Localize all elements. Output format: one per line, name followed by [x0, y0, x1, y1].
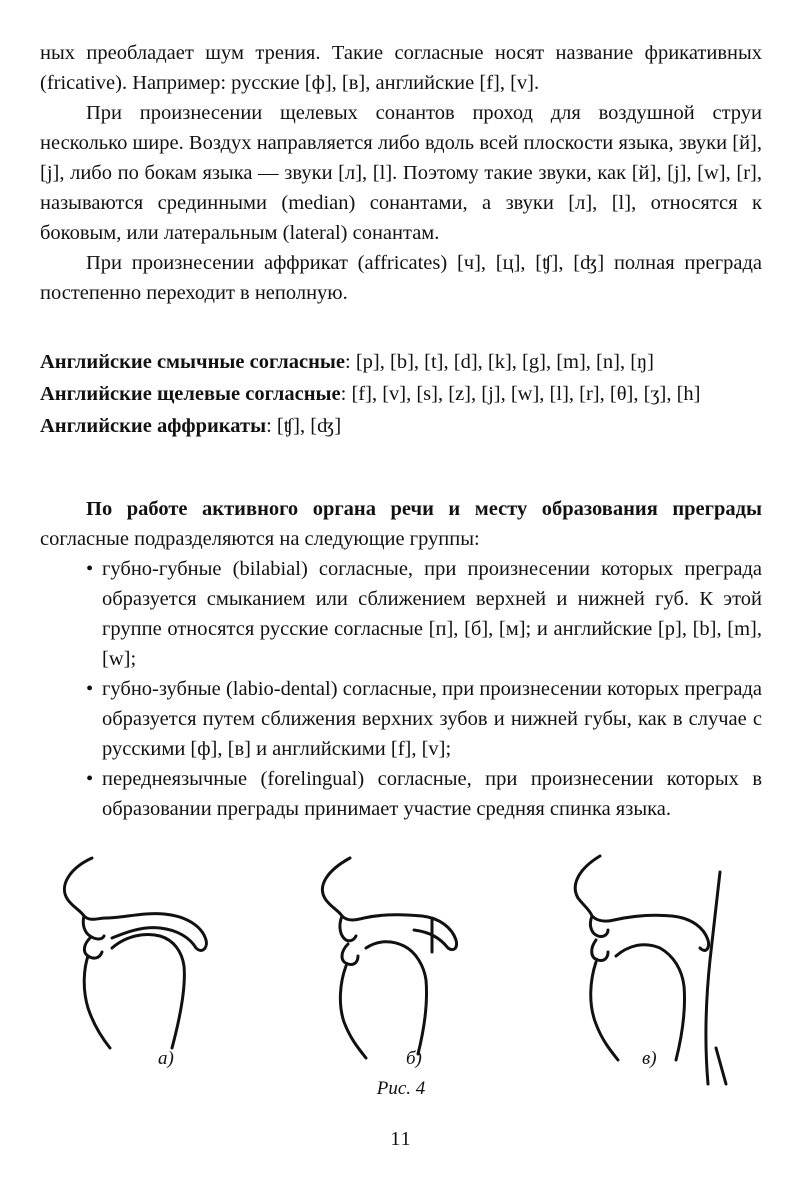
list-item: [40, 554, 762, 674]
stops-label: Английские смычные согласные: [40, 351, 346, 373]
affricates-label: Английские аффрикаты: [40, 415, 267, 437]
list-item: [40, 674, 762, 764]
intro-text: [40, 38, 762, 308]
place-list: [40, 554, 762, 824]
paragraph-sonants: При произнесении щелевых сонантов проход для воздушной струи несколько шире. Воздух направляется либо вдоль всей плоскости языка, звуки [й], [j], либо по бокам языка — звуки [л], [l]. Поэтому такие звуки, как [й], [j], [w], [r], называются срединными (median) сонантами, а звуки [л], [l], относятся к боковым, или латеральным (lateral) сонантам.: [40, 102, 762, 244]
list-item-text: губно-зубные (labio-dental) согласные, при произнесении которых преграда образуется путем сближения верхних зубов и нижней губы, как в случае с русскими [ф], [в] и английскими [f], [v];: [102, 678, 762, 760]
diagram-label-b: б): [406, 1048, 422, 1069]
paragraph-fricative: ных преобладает шум трения. Такие согласные носят название фрикативных (fricative). Например: русские [ф], [в], английские [f], [v].: [40, 42, 762, 94]
bullet: •: [86, 678, 94, 700]
place-lead-rest: согласные подразделяются на следующие группы:: [40, 528, 480, 550]
list-item-text: переднеязычные (forelingual) согласные, при произнесении которых в образовании преграды принимает участие средняя спинка языка.: [102, 768, 762, 820]
diagram-label-a: а): [158, 1048, 174, 1069]
list-item-text: губно-губные (bilabial) согласные, при произнесении которых преграда образуется смыканием или сближением верхней и нижней губ. К этой группе относятся русские согласные [п], [б], [м]; и английские [p], [b], [m], [w];: [102, 558, 762, 670]
stops-list: : [p], [b], [t], [d], [k], [g], [m], [n], [ŋ]: [345, 351, 654, 373]
vocal-tract-figure: [40, 848, 762, 1108]
diagram-labiodental: [322, 858, 456, 1058]
place-of-articulation-section: [40, 494, 762, 824]
affricates-line: [40, 410, 762, 442]
place-lead-bold: По работе активного органа речи и месту образования преграды: [86, 498, 762, 520]
fricatives-line: [40, 378, 762, 410]
paragraph-affricates: При произнесении аффрикат (affricates) [ч], [ц], [ʧ], [ʤ] полная преграда постепенно переходит в неполную.: [40, 252, 762, 304]
bullet: •: [86, 558, 94, 580]
place-intro: [40, 494, 762, 554]
figure-caption: Рис. 4: [376, 1078, 426, 1099]
bullet: •: [86, 768, 94, 790]
affricates-list: : [ʧ], [ʤ]: [266, 415, 342, 437]
fricatives-list: : [f], [v], [s], [z], [j], [w], [l], [r], [θ], [ʒ], [h]: [340, 383, 701, 405]
list-item: [40, 764, 762, 824]
page-number: 11: [390, 1128, 412, 1150]
diagram-bilabial: [64, 858, 206, 1048]
fricatives-label: Английские щелевые согласные: [40, 383, 341, 405]
stops-line: [40, 346, 762, 378]
consonant-summary: [40, 346, 762, 442]
diagram-label-c: в): [642, 1048, 657, 1069]
